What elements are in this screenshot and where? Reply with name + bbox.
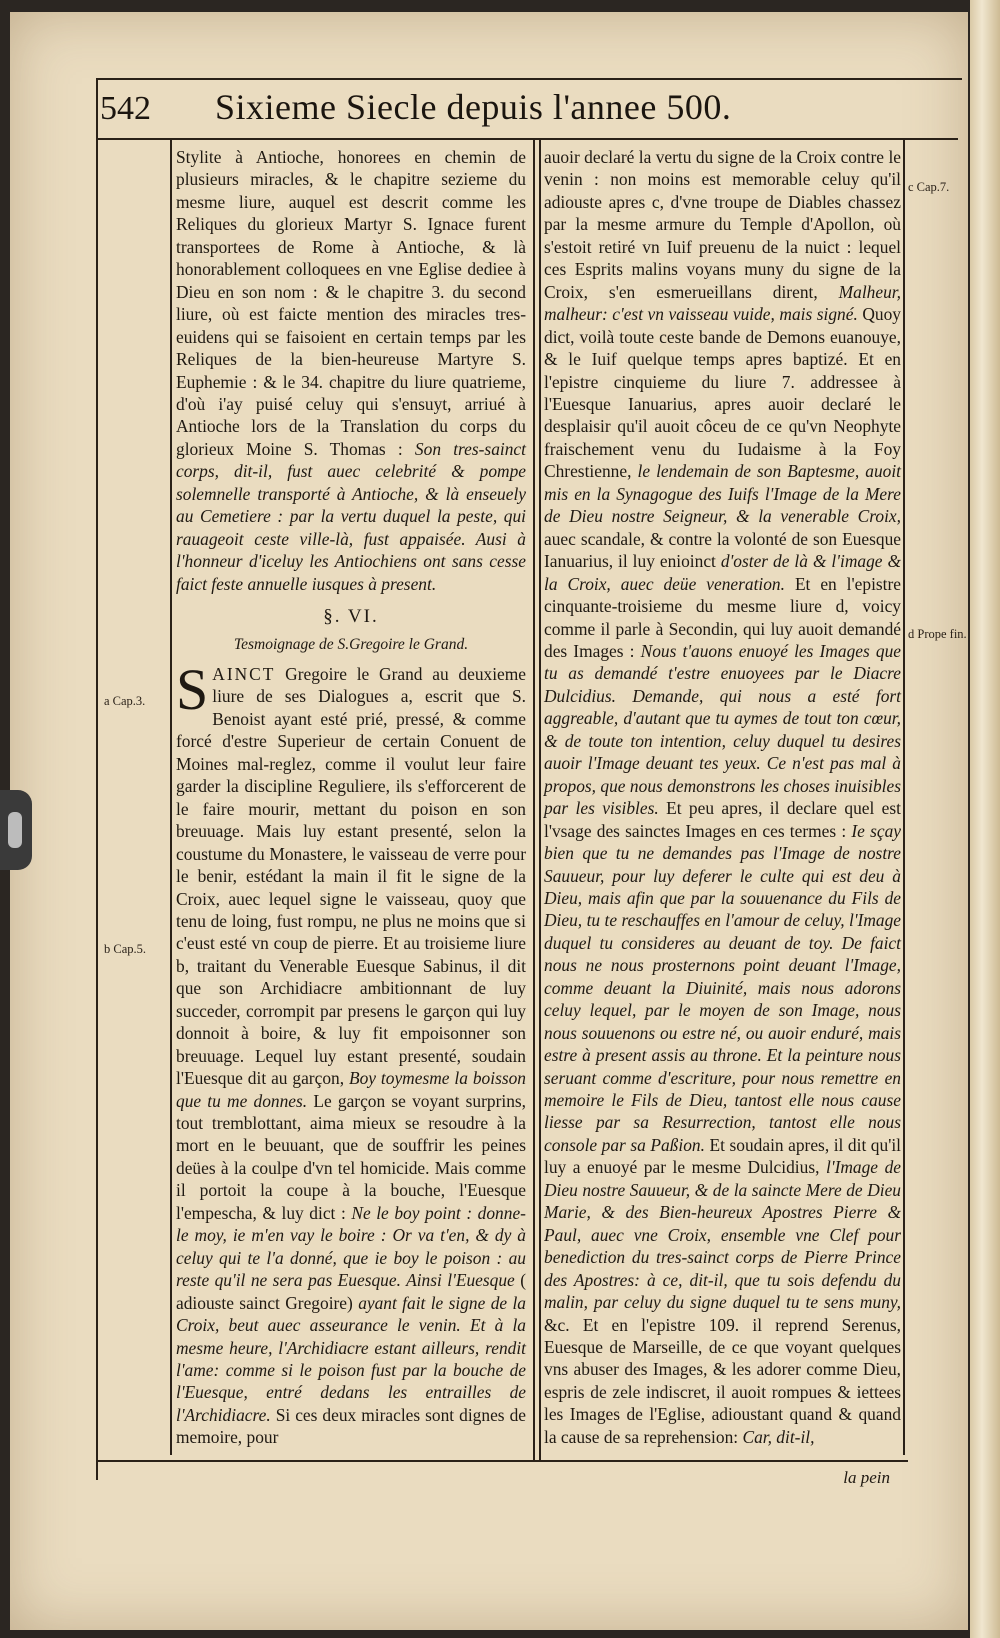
text-run: Et soudain apres, il dit qu'il luy a enuoyé par le mesme Dulcidius, <box>544 1134 901 1178</box>
right-paragraph <box>544 146 901 1448</box>
left-paragraph-2 <box>176 656 527 1449</box>
right-column-rule <box>903 140 905 1455</box>
text-run: Et en l'epistre cinquante-troisieme du mesme liure d, voicy comme il parle à Secondin, qui luy auoit demandé des Images : <box>544 573 902 661</box>
text-run: Le garçon se voyant surprins, tout tremblottant, aima mieux se resoudre à la mort en le beuuant, que de souffrir les peines deües à la coulpe d'vn tel homicide. Mais comme il portoit la coupe à la bouche, l'Euesque l'empescha, & luy dict : <box>176 1090 526 1223</box>
right-column <box>544 146 901 1448</box>
left-paragraph-1 <box>176 146 526 595</box>
italic-quote: Car, dit-il, <box>742 1426 815 1447</box>
top-rule <box>96 78 962 80</box>
text-run: Gregoire le Grand au deuxieme liure de ses Dialogues a, escrit que S. Benoist ayant esté prié, pressé, & comme forcé d'estre Superieur de certain Conuent de Moines mal-reglez, comme il voulut leur faire garder la discipline Reguliere, ils s'efforcerent de le faire mourir, mettant du poison en son breuuage. Mais luy estant presenté, selon la coustume du Monastere, le vaisseau de verre pour le benir, estédant la main il fit le signe de la Croix, auec lequel signe le vaisseau, quoy que tenu de loing, fust rompu, ne plus ne moins que si c'eust esté vn coup de pierre. Et au troisieme liure b, traitant du Venerable Euesque Sabinus, il dit que son Archidiacre ambitionnant de luy succeder, corrompit par presens le garçon qui luy donnoit à boire, & luy fit empoisonner son breuuage. Lequel luy estant presenté, soudain l'Euesque dit au garçon, <box>176 663 527 1089</box>
margin-note-a: a Cap.3. <box>104 694 146 708</box>
section-subtitle: Tesmoignage de S.Gregoire le Grand. <box>233 635 469 653</box>
margin-note-d: d Prope fin. <box>908 627 967 641</box>
text-run: Si ces deux miracles sont dignes de memoire, pour <box>176 1404 526 1448</box>
column-separator-a <box>533 140 535 1460</box>
italic-quote: Boy toymesme la boisson que tu me donnes. <box>176 1068 527 1111</box>
text-run: Et peu apres, il declare quel est l'vsage des sainctes Images en ces termes : <box>544 798 901 841</box>
italic-quote: Son tres-sainct corps, dit-il, fust auec celebrité & pompe solemnelle transporté à Antioche, & là enseuely au Cemetiere : par la vertu duquel la peste, qui rauageoit ceste ville-là, fust appaisée. Ausi à l'honneur d'iceluy les Antiochiens ont sans cesse faict feste annuelle iusques à present. <box>176 438 526 594</box>
text-run: ( adiouste sainct Gregoire) <box>176 1270 526 1313</box>
italic-quote: le lendemain de son Baptesme, auoit mis en la Synagogue des Iuifs l'Image de la Mere de Dieu nostre Seigneur, & la venerable Croix, <box>544 461 901 527</box>
italic-quote: Malheur, malheur: c'est vn vaisseau vuide, mais signé. <box>544 281 901 325</box>
text-run: &c. Et en l'epistre 109. il reprend Serenus, Euesque de Marseille, de ce que voyant quelques vns abuser des Images, & les adorer comme Dieu, espris de zele indiscret, il auoit rompues & iettees les Images de l'Eglise, adioustant quand & quand la cause de sa reprehension: <box>544 1314 901 1447</box>
drop-cap: S <box>176 656 209 722</box>
margin-note-b: b Cap.5. <box>104 942 147 956</box>
outer-left-rule <box>96 80 98 1480</box>
margin-note-c: c Cap.7. <box>908 180 950 194</box>
page-fore-edge <box>970 0 1000 1638</box>
italic-quote: ayant fait le signe de la Croix, beut auec asseurance le venin. Et à la mesme heure, l'Archidiacre estant ailleurs, rendit l'ame: comme si le poison fust par la bouche de l'Euesque, entré dedans les entrailles de l'Archidiacre. <box>176 1292 526 1425</box>
text-run: auoir declaré la vertu du signe de la Croix contre le venin : non moins est memorable celuy qu'il adiouste apres c, d'vne troupe de Diables chassez par la mesme armure du Temple d'Apollon, où s'estoit retiré vn Iuif preuenu de la nuict : lequel ces Esprits malins voyans muny du signe de la Croix, s'en esmerueillans dirent, <box>544 147 901 302</box>
italic-quote: d'oster de là & l'image & la Croix, auec deüe veneration. <box>544 551 901 594</box>
text-run: Quoy dict, voilà toute ceste bande de Demons euanouye, & le Iuif quelque temps apres baptizé. Et en l'epistre cinquieme du liure 7. addressee à l'Euesque Ianuarius, apres auoir declaré le desplaisir qu'il auoit côceu de ce qu'vn Neophyte fraischement venu du Iudaisme à la Foy Chrestienne, <box>544 304 901 482</box>
left-column-rule <box>170 140 172 1455</box>
running-title: Sixieme Siecle depuis l'annee 500. <box>215 87 732 127</box>
column-separator-b <box>539 140 541 1460</box>
catchword: la pein <box>843 1468 890 1487</box>
section-heading: §. VI. <box>323 606 379 628</box>
text-run: auec scandale, & contre la volonté de son Euesque Ianuarius, il luy enioinct <box>544 528 901 572</box>
bottom-rule <box>96 1460 908 1462</box>
left-column <box>176 146 526 1449</box>
italic-quote: Ne le boy point : donne-le moy, ie m'en vay le boire : Or va t'en, & dy à celuy qui te l'a donné, que ie boy le poison : au reste qu'il ne sera pas Euesque. Ainsi l'Euesque <box>176 1202 526 1291</box>
page-number: 542 <box>100 90 151 127</box>
text-run: Stylite à Antioche, honorees en chemin de plusieurs miracles, & le chapitre sezieme du mesme liure, auquel est descrit comme les Reliques du glorieux Martyr S. Ignace furent transportees de Rome à Antioche, & là honorablement colloquees en vne Eglise dediee à Dieu en son nom : & le chapitre 3. du second liure, où est faicte mention des miracles tres-euidens qui se faisoient en certain temps par les Reliques de la bien-heureuse Martyre S. Euphemie : & le 34. chapitre du liure quatrieme, d'où i'ay puisé celuy qui s'ensuyt, arriué à Antioche lors de la Translation du corps du glorieux Moine S. Thomas : <box>176 147 526 459</box>
page-clip <box>0 790 32 870</box>
italic-quote: l'Image de Dieu nostre Sauueur, & de la saincte Mere de Dieu Marie, & des Bien-heureux Apostres Pierre & Paul, auec vne Croix, ensemble vne Clef pour benediction du tres-sainct corps de Pierre Prince des Apostres: à ce, dit-il, que tu sois defendu du malin, par celuy du signe duquel tu te sens muny, <box>544 1157 901 1313</box>
header-rule <box>96 138 958 140</box>
smallcaps-word: AINCT <box>212 663 276 684</box>
running-header <box>100 86 960 136</box>
italic-quote: Nous t'auons enuoyé les Images que tu as demandé t'estre enuoyees par le Diacre Dulcidius. Demande, qui nous a esté fort aggreable, d'autant que tu aymes de tout ton cœur, & de toute ton intention, celuy duquel tu desires auoir l'Image deuant tes yeux. Ce n'est pas mal à propos, que nous demonstrons les choses inuisibles par les visibles. <box>544 640 901 819</box>
italic-quote: Ie sçay bien que tu ne demandes pas l'Image de nostre Sauueur, pour luy deferer le culte qui est deu à Dieu, mais afin que par la souuenance du Fils de Dieu, tu te reschauffes en l'amour de celuy, l'Image duquel tu consideres au deuant de toy. De faict nous ne nous prosternons point deuant l'Image, comme deuant la Diuinité, mais nous adorons celuy lequel, par le moyen de son Image, nous nous souuenons ou estre né, ou auoir enduré, mais estre à present assis au throne. Et la peinture nous seruant comme d'escriture, pour nous remettre en memoire le Fils de Dieu, tantost elle nous cause liesse par sa Resurrection, tantost elle nous console par sa Paßion. <box>544 820 901 1155</box>
